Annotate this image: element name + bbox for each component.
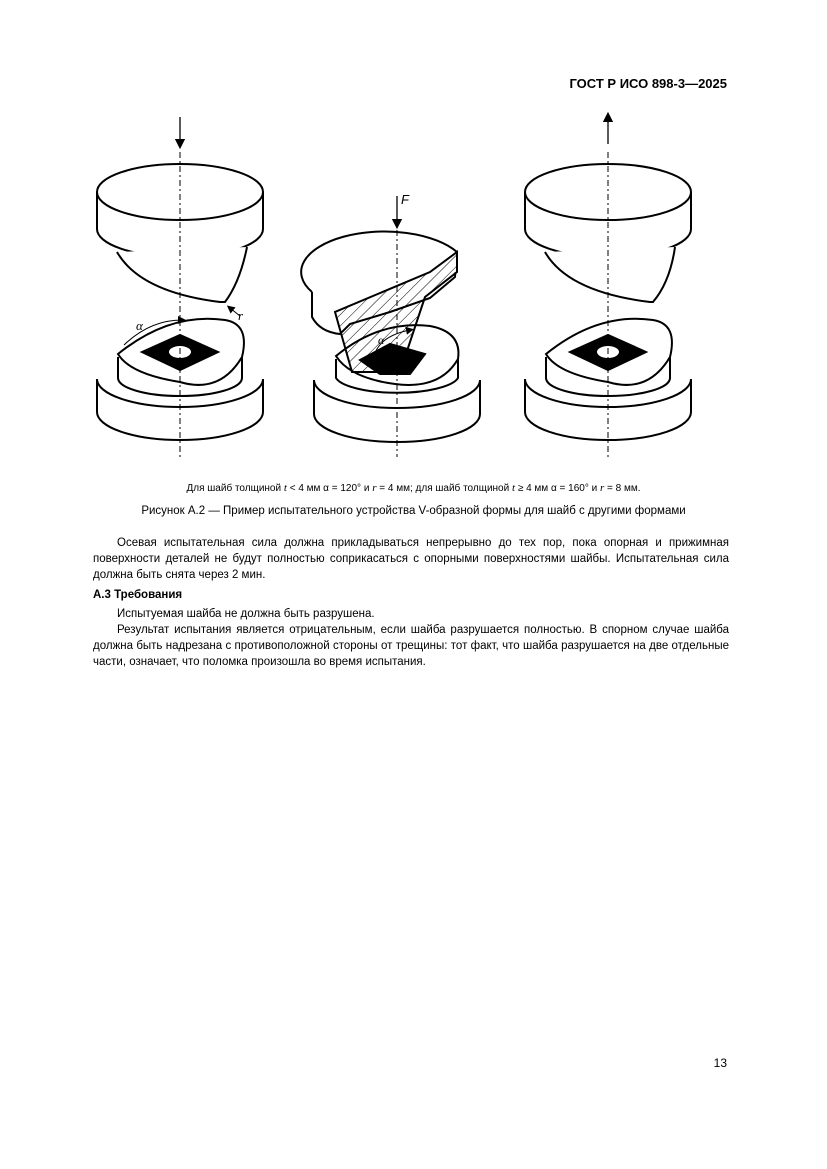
alpha-label-middle: α — [378, 333, 385, 347]
page-number: 13 — [713, 1056, 727, 1070]
test-device-drawing — [90, 112, 740, 472]
section-title-requirements: А.3 Требования — [93, 589, 183, 601]
paragraph-test-result: Результат испытания является отрицательным, если шайба разрушается полностью. В спорном случае шайба должна быть надрезана с противоположной стороны от трещины: тот факт, что шайба разрушается на две отдельные части, означает, что поломка произошла во время испытания. — [93, 624, 729, 668]
paragraph-washer-not-broken: Испытуемая шайба не должна быть разрушена. — [117, 608, 375, 620]
figure-caption: Рисунок А.2 — Пример испытательного устройства V-образной формы для шайб с другими формами — [141, 505, 686, 517]
test-device-figure — [90, 112, 740, 472]
paragraph-test-force: Осевая испытательная сила должна прикладываться непрерывно до тех пор, пока опорная и прижимная поверхности деталей не будут полностью соприкасаться с опорными поверхностями шайбы. Испытательная сила должна быть снята через 2 мин. — [93, 537, 729, 581]
alpha-label-left: α — [136, 318, 143, 333]
figure-note: Для шайб толщиной t < 4 мм α = 120° и r = 4 мм; для шайб толщиной t ≥ 4 мм α = 160° и r = 8 мм. — [186, 482, 641, 494]
force-label: F — [401, 192, 409, 207]
document-header: ГОСТ Р ИСО 898-3—2025 — [569, 76, 727, 91]
radius-label: r — [238, 308, 244, 323]
